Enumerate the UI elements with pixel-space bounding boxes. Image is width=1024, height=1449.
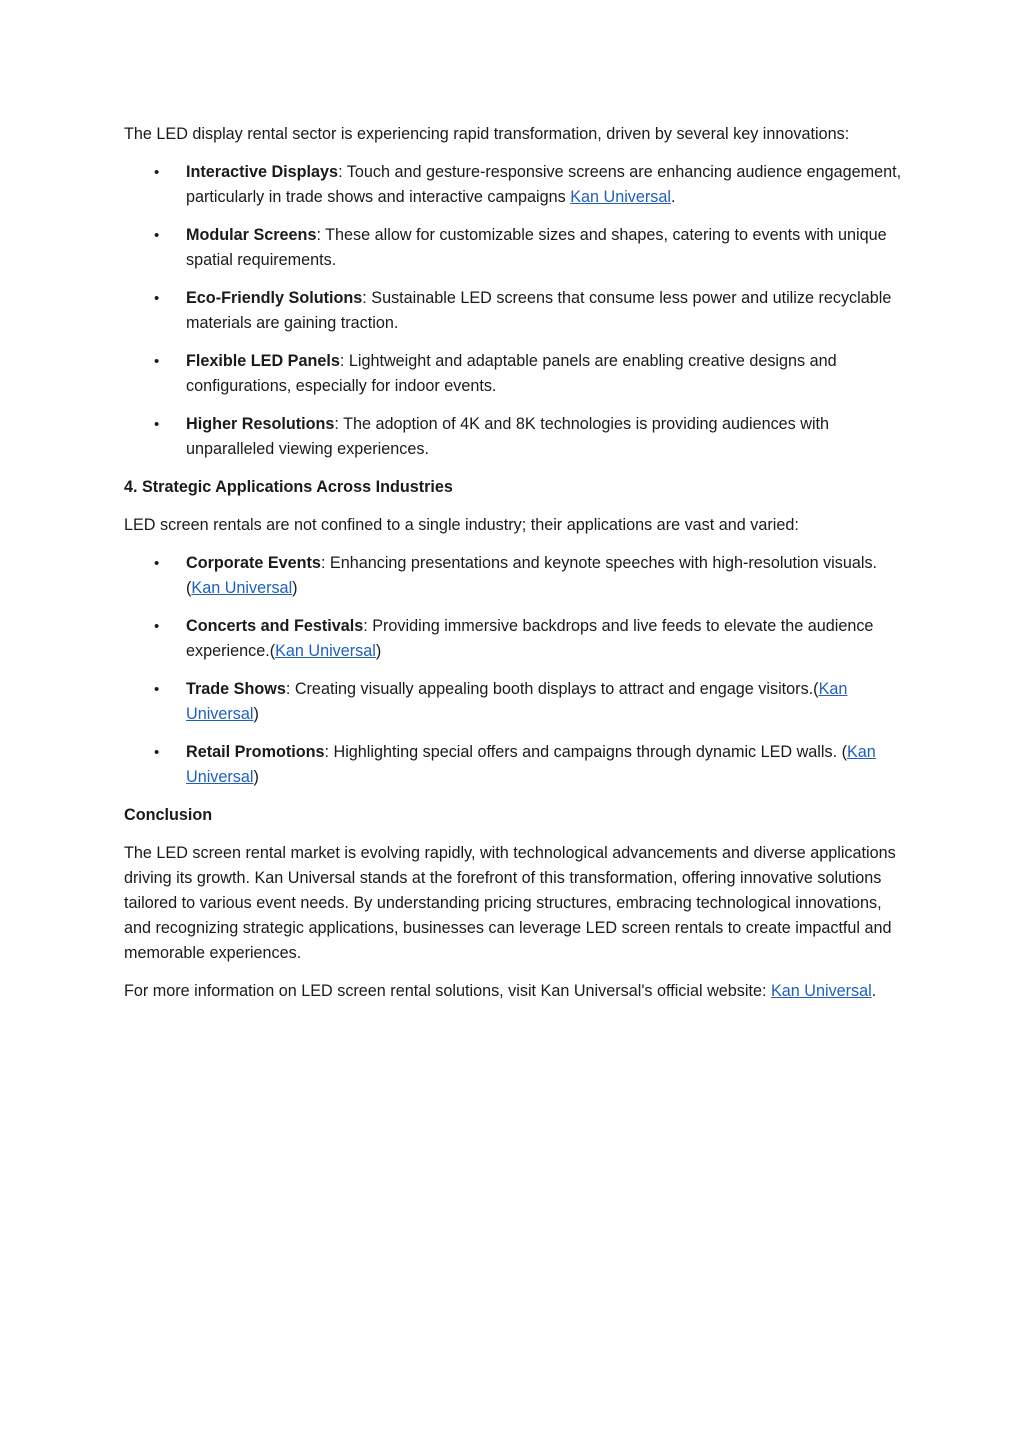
list-item bbox=[124, 286, 904, 336]
innovations-list bbox=[124, 160, 904, 462]
list-item bbox=[124, 412, 904, 462]
list-item bbox=[124, 160, 904, 210]
item-tail: ) bbox=[253, 768, 259, 786]
item-description: : Touch and gesture-responsive screens are enhancing audience engagement, particularly in trade shows and interactive campaigns bbox=[186, 163, 902, 206]
item-term: Interactive Displays bbox=[186, 163, 339, 181]
bullet-icon: • bbox=[154, 353, 160, 370]
conclusion-paragraph: The LED screen rental market is evolving rapidly, with technological advancements and diverse applications driving its growth. Kan Universal stands at the forefront of this transformation, offering innovative solutions tailored to various event needs. By understanding pricing structures, embracing technological innovations, and recognizing strategic applications, businesses can leverage LED screen rentals to create impactful and memorable experiences. bbox=[124, 844, 896, 962]
item-term: Flexible LED Panels bbox=[186, 352, 340, 370]
item-description: : Providing immersive backdrops and live feeds to elevate the audience experience.( bbox=[186, 617, 874, 660]
kan-universal-link[interactable]: Kan Universal bbox=[770, 982, 872, 1000]
bullet-icon: • bbox=[154, 290, 160, 307]
footer-tail: . bbox=[871, 982, 877, 1000]
item-term: Corporate Events bbox=[186, 554, 321, 572]
list-item bbox=[124, 551, 904, 601]
item-tail: . bbox=[670, 188, 676, 206]
bullet-icon: • bbox=[154, 227, 160, 244]
kan-universal-link[interactable]: Kan Universal bbox=[570, 188, 671, 206]
applications-list bbox=[124, 551, 904, 790]
item-tail: ) bbox=[292, 579, 298, 597]
item-term: Trade Shows bbox=[186, 680, 286, 698]
item-description: : Lightweight and adaptable panels are enabling creative designs and configurations, especially for indoor events. bbox=[186, 352, 837, 395]
item-term: Higher Resolutions bbox=[186, 415, 335, 433]
section-heading: 4. Strategic Applications Across Industries bbox=[124, 478, 453, 496]
footer-text: For more information on LED screen rental solutions, visit Kan Universal's official website: bbox=[124, 982, 771, 1000]
bullet-icon: • bbox=[154, 164, 160, 181]
item-tail: ) bbox=[375, 642, 382, 660]
item-description: : The adoption of 4K and 8K technologies is providing audiences with unparalleled viewing experiences. bbox=[186, 415, 830, 458]
item-term: Concerts and Festivals bbox=[186, 617, 364, 635]
document-page bbox=[124, 122, 904, 1017]
bullet-icon: • bbox=[154, 744, 160, 761]
item-description: : Enhancing presentations and keynote speeches with high-resolution visuals.( bbox=[186, 554, 878, 597]
item-term: Retail Promotions bbox=[186, 743, 325, 761]
kan-universal-link[interactable]: Kan Universal bbox=[191, 579, 293, 597]
intro-paragraph: The LED display rental sector is experiencing rapid transformation, driven by several key innovations: bbox=[124, 125, 850, 143]
item-description: : Highlighting special offers and campaigns through dynamic LED walls. ( bbox=[324, 743, 847, 761]
item-description: : These allow for customizable sizes and shapes, catering to events with unique spatial requirements. bbox=[186, 226, 887, 269]
list-item bbox=[124, 740, 904, 790]
item-description: : Sustainable LED screens that consume less power and utilize recyclable materials are gaining traction. bbox=[186, 289, 892, 332]
list-item bbox=[124, 614, 904, 664]
bullet-icon: • bbox=[154, 555, 160, 572]
conclusion-heading: Conclusion bbox=[124, 806, 213, 824]
kan-universal-link[interactable]: Kan Universal bbox=[275, 642, 376, 660]
bullet-icon: • bbox=[154, 618, 160, 635]
section-intro: LED screen rentals are not confined to a single industry; their applications are vast and varied: bbox=[124, 516, 799, 534]
item-term: Modular Screens bbox=[186, 226, 317, 244]
list-item bbox=[124, 223, 904, 273]
kan-universal-link[interactable]: Kan Universal bbox=[186, 743, 876, 786]
item-description: : Creating visually appealing booth displays to attract and engage visitors.( bbox=[285, 680, 819, 698]
footer-paragraph bbox=[124, 979, 904, 1004]
bullet-icon: • bbox=[154, 416, 160, 433]
item-tail: ) bbox=[253, 705, 259, 723]
list-item bbox=[124, 349, 904, 399]
list-item bbox=[124, 677, 904, 727]
bullet-icon: • bbox=[154, 681, 160, 698]
kan-universal-link[interactable]: Kan Universal bbox=[186, 680, 848, 723]
item-term: Eco-Friendly Solutions bbox=[186, 289, 363, 307]
